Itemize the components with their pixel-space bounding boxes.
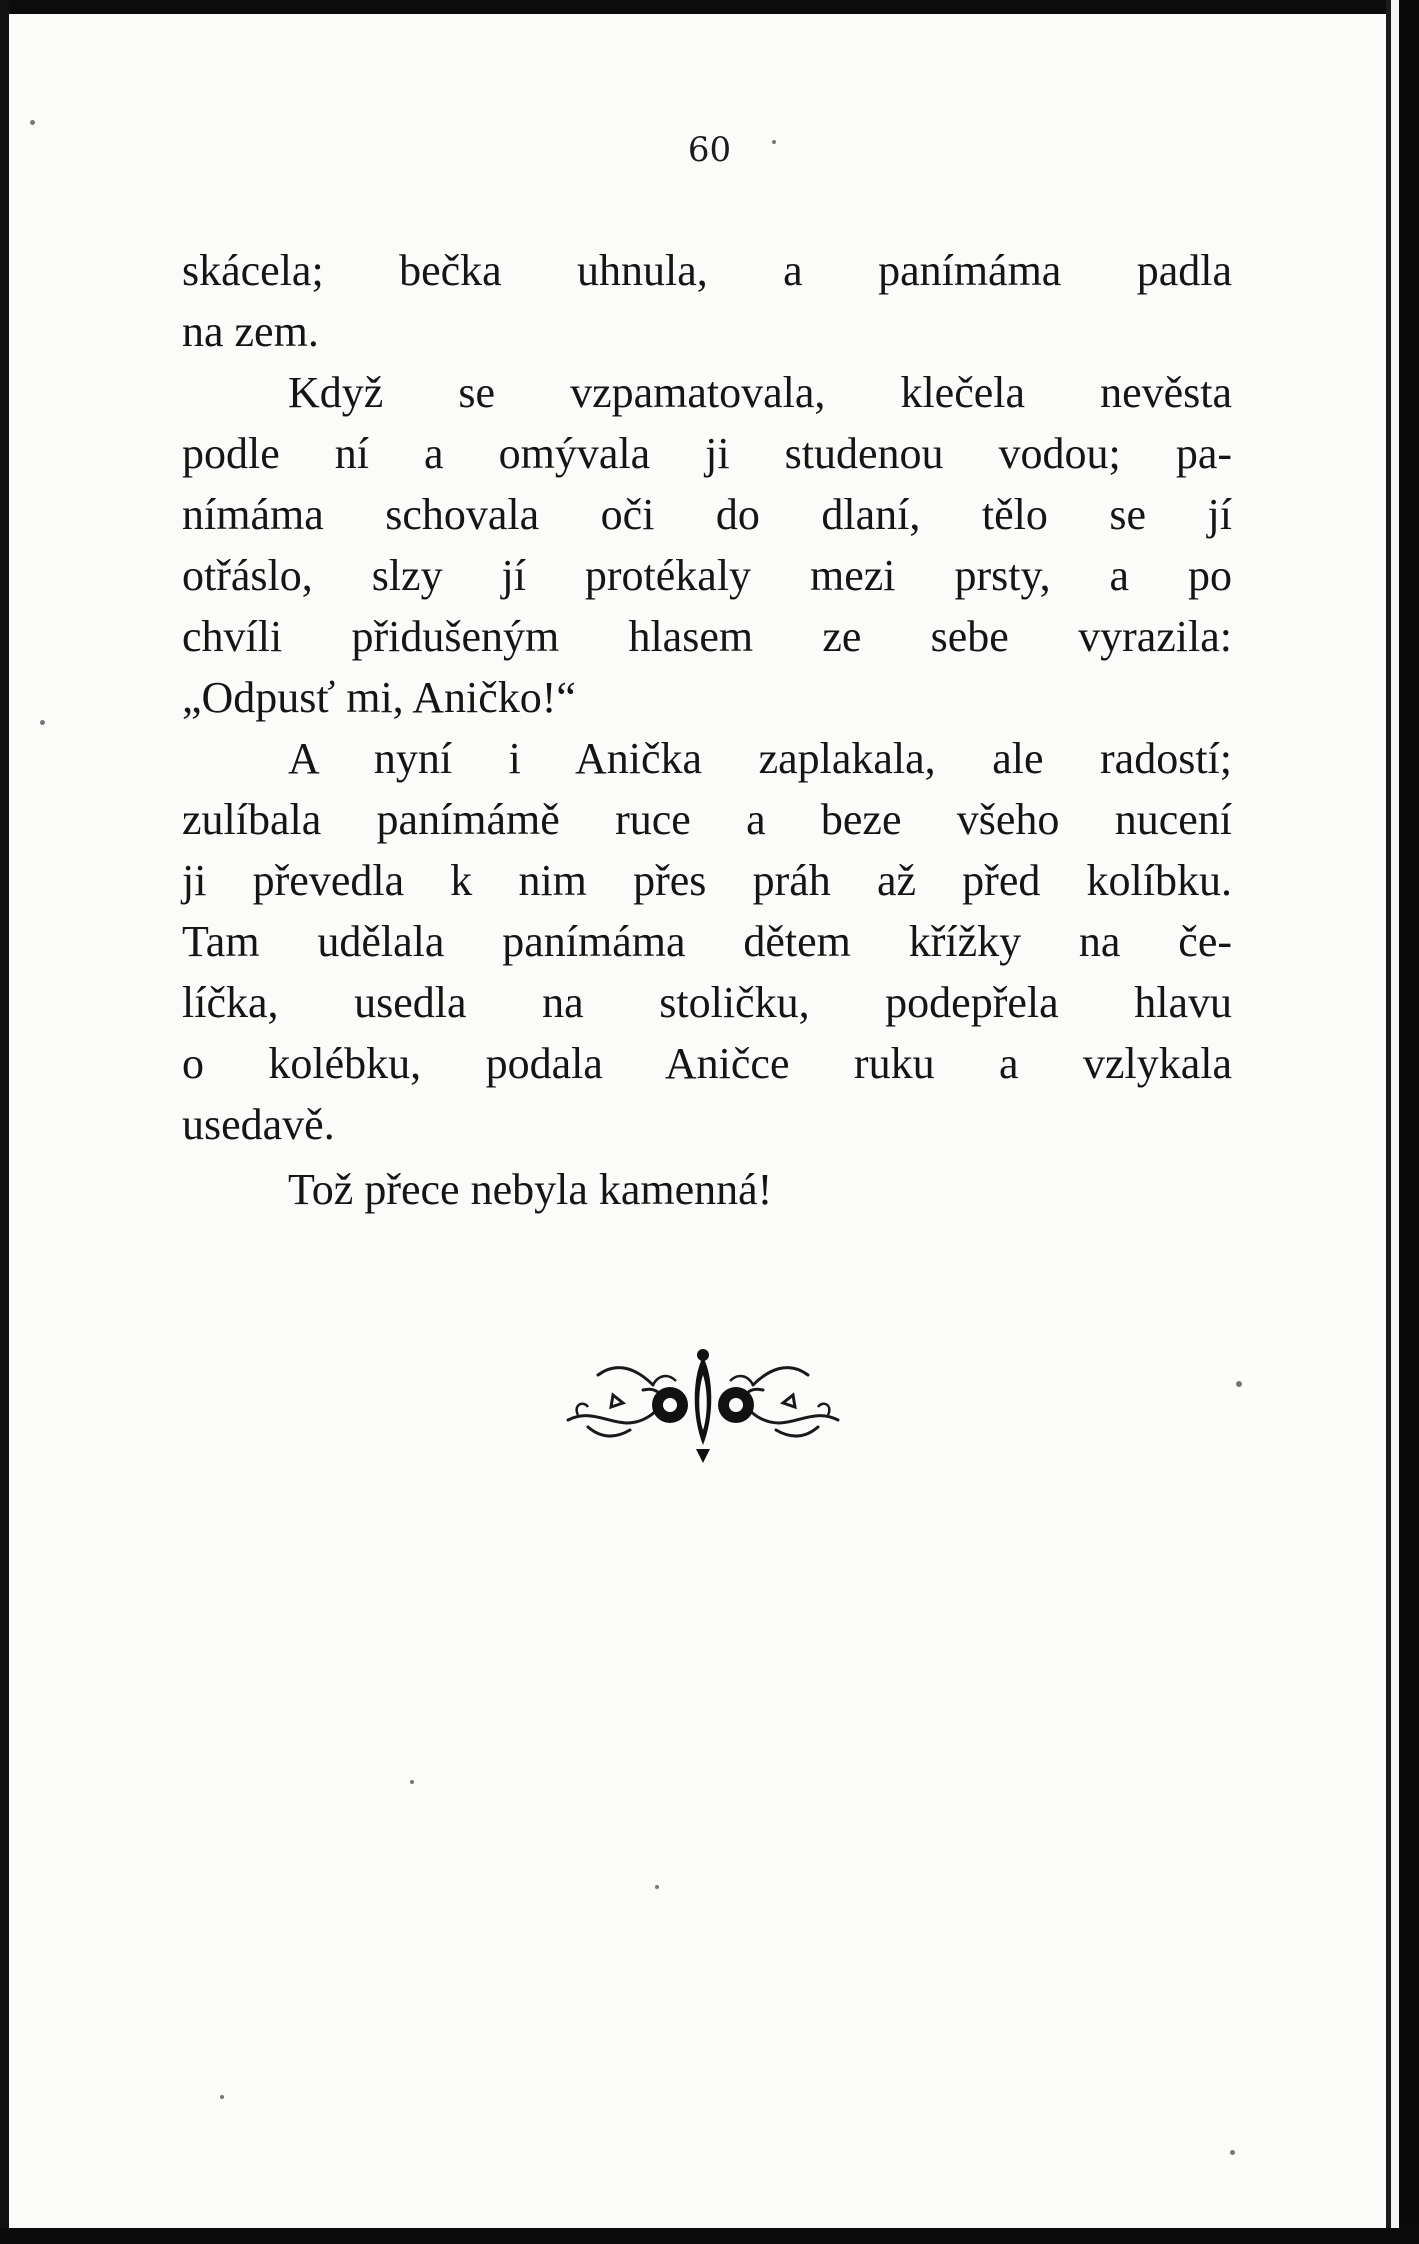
page-number: 60 bbox=[687, 130, 732, 170]
scan-speck bbox=[40, 720, 45, 725]
text-line: podle ní a omývala ji studenou vodou; pa- bbox=[182, 429, 1232, 478]
floral-vignette-icon bbox=[558, 1345, 848, 1475]
scan-speck bbox=[655, 1885, 659, 1889]
page-gutter-gap bbox=[1391, 0, 1399, 2244]
paragraph-3 bbox=[182, 728, 1232, 1155]
scan-speck bbox=[1230, 2150, 1235, 2155]
paragraph-4 bbox=[182, 1159, 1232, 1220]
scan-border-left bbox=[0, 0, 9, 2244]
scan-border-top bbox=[0, 0, 1419, 14]
body-text bbox=[182, 240, 1232, 1220]
text-line: ji převedla k nim přes práh až před kolíbku. bbox=[182, 856, 1232, 905]
scan-speck bbox=[220, 2095, 224, 2099]
paragraph-1 bbox=[182, 240, 1232, 362]
scan-speck bbox=[410, 1780, 414, 1784]
text-line: líčka, usedla na stoličku, podepřela hlavu bbox=[182, 978, 1232, 1027]
text-line: skácela; bečka uhnula, a panímáma padla bbox=[182, 246, 1232, 295]
scan-border-bottom bbox=[0, 2228, 1419, 2244]
text-line: Když se vzpamatovala, klečela nevěsta bbox=[288, 368, 1232, 417]
text-line: zulíbala panímámě ruce a beze všeho nucení bbox=[182, 795, 1232, 844]
text-line: „Odpusť mi, Aničko!“ bbox=[182, 673, 576, 722]
text-line: nímáma schovala oči do dlaní, tělo se jí bbox=[182, 490, 1232, 539]
scan-speck bbox=[30, 120, 35, 125]
text-line: Tam udělala panímáma dětem křížky na če- bbox=[182, 917, 1232, 966]
text-line: A nyní i Anička zaplakala, ale radostí; bbox=[288, 734, 1232, 783]
text-line: usedavě. bbox=[182, 1100, 335, 1149]
scan-border-right bbox=[1399, 0, 1419, 2244]
paragraph-2 bbox=[182, 362, 1232, 728]
text-line: o kolébku, podala Aničce ruku a vzlykala bbox=[182, 1039, 1232, 1088]
text-line: chvíli přidušeným hlasem ze sebe vyrazila: bbox=[182, 612, 1232, 661]
page-gutter-line bbox=[1386, 0, 1391, 2244]
text-line: Tož přece nebyla kamenná! bbox=[288, 1165, 773, 1214]
text-line: na zem. bbox=[182, 307, 319, 356]
scan-speck bbox=[1236, 1381, 1242, 1387]
text-line: otřáslo, slzy jí protékaly mezi prsty, a po bbox=[182, 551, 1232, 600]
